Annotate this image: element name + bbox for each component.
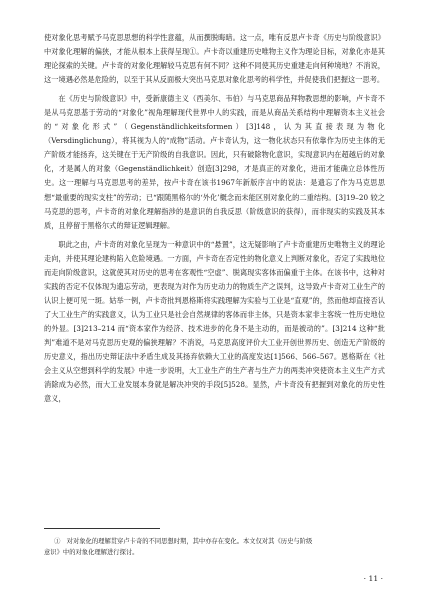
- paragraph-2: 在《历史与阶级意识》中，受新康德主义（西美尔、韦伯）与马克思商品拜物教思想的影响，卢卡奇不是从马克思基于劳动的“对象化”视角理解现代世界中人的实践，而是从商品关系结构中理解资本主义社会的“对象化形式”（Gegenständlichkeitsformen）[3]148，认为其直接表现为物化（Versdinglichung），将其视为人的“成物”活动。卢卡奇认为，这一物化状态只有依靠作为历史主体的无产阶级才能扬弃，这关键在于无产阶级的自我意识。因此，只有破除物化意识，实现意识内在超越后的对象化，才是属人的对象（Gegenständlichkeit）创造[3]298，才是真正的对象化，进而才能确立总体性历史。这一理解与马克思思考的差异，按卢卡奇在该书1967年新版序言中的说法：是遗忘了作为马克思思想“最重要的现实支柱”的劳动；已“跟随黑格尔的‘外化’概念而未能区别对象化的二重结构。[3]19–20 较之马克思的思考，卢卡奇的对象化理解指涉的是意识的自我反思（阶级意识的获得），而非现实的实践及其本质，且停留于黑格尔式的辩证逻辑理解。: [44, 94, 385, 230]
- footnote-separator: [44, 528, 160, 529]
- body-text: [44, 31, 385, 406]
- footnote-line-2: 意识》中的对象化理解进行探讨。: [44, 549, 139, 556]
- page-number: · 11 ·: [363, 574, 383, 583]
- paragraph-1: 使对象化思考赋予马克思思想的科学性意蕴，从而撰脱晦暗。这一点，唯有反思卢卡奇《历史与阶级意识》中对象化理解的偏狭，才能从根本上获得呈现①。卢卡奇以重建历史唯物主义作为理论目标，对象化亦是其理论探索的关键。卢卡奇的对象化理解较马克思有何不同？这种不同使其历史重建走向何种境地？不消说，这一境遇必然是危险的，以至于其从反面极大突出马克思对象化思考的科学性，并促使我们把握这一思考。: [44, 33, 385, 85]
- footnote-line-1: ① 对对象化的理解贯穿卢卡奇的不同思想时期，其中亦存在变化。本文仅对其《历史与阶级: [54, 538, 313, 545]
- footnote: [44, 536, 385, 558]
- paragraph-3: 职此之由，卢卡奇的对象化呈现为一种意识中的“悬置”，这无疑影响了卢卡奇重建历史唯物主义的理论走向，并使其理论建构陷入危险境遇。一方面，卢卡奇在否定性的物化意义上判断对象化，否定了实践地位而走向阶级意识，这就使其对历史的思考在客观性“空虚”、脱离现实客体而偏重于主体。在该书中，这种对实践的否定不仅体现为遗忘劳动，更表现为对作为历史动力的物质生产之误判，这导致卢卡奇对工业生产的认识上便可见一斑。姑举一例，卢卡奇批判恩格斯将实践理解为实验与工业是“直观”的，然而他却直接否认了大工业生产的实践意义，认为工业只是社会自然规律的客体而非主体，只是资本家非主客统一性历史地位的外显。[3]213–214 而“资本家作为经济、技术进步的化身不是主动的，而是被动的”。[3]214 这种“批判”难道不是对马克思历史观的偏狭理解？不消说，马克思高度评价大工业开创世界历史、创造无产阶级的历史意义，指出历史辩证法中矛盾生成及其扬弃依赖大工业的高度发达[1]566、566–567。恩格斯在《社会主义从空想到科学的发展》中进一步说明，大工业生产的生产者与生产力的两类冲突使资本主义生产方式消除成为必然，而大工业发展本身就是解决冲突的手段[5]528。显然，卢卡奇没有把握到对象化的历史性意义，: [44, 239, 385, 404]
